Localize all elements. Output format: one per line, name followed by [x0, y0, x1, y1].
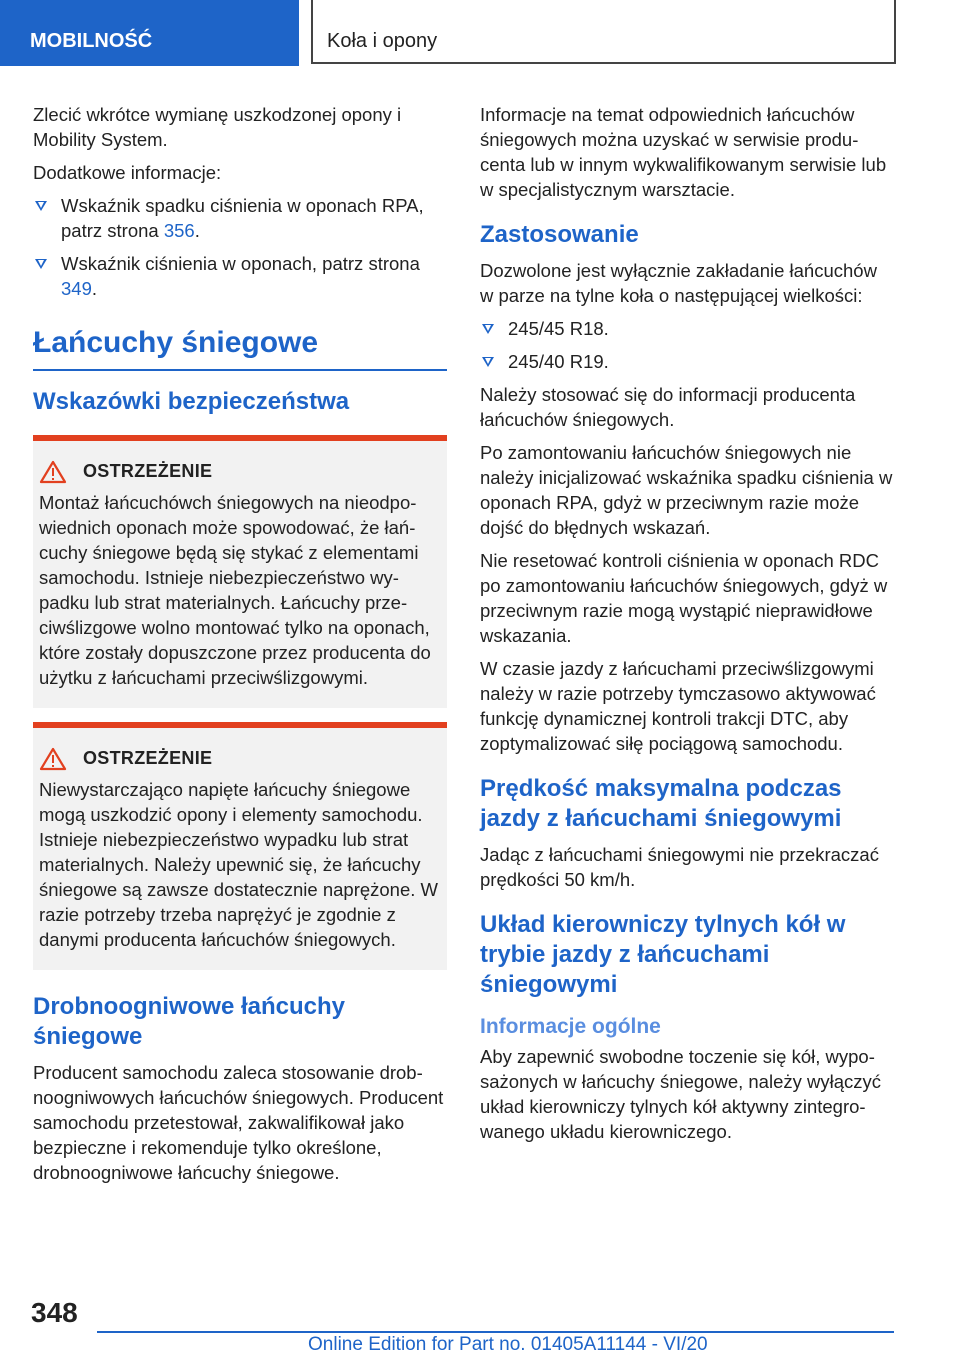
rear-steering-paragraph: Aby zapewnić swobodne toczenie się kół, wyposażonych w łańcuchy śniegowe, należy wyłączyć układ kierowniczy tylnych kół aktywny zintegrowanego układu kierowniczego. [480, 1046, 882, 1142]
fine-chains-heading: Drobnoogniwowe łańcuchy śniegowe [33, 993, 346, 1050]
info-paragraph: Informacje na temat odpowiednich łańcuchów śniegowych można uzyskać w serwisie producenta lub w innym wykwalifikowanym serwisie lub w specjalistycznym warsztacie. [480, 104, 887, 200]
paragraph: Po zamontowaniu łańcuchów śniegowych nie należy inicjalizować wskaźnika spadku ciśnienia w oponach RPA, gdyż w przeciwnym razie może dojść do błędnych wskazań. [480, 442, 893, 538]
fine-chains-paragraph: Producent samochodu zaleca stosowanie drobnoogniwowych łańcuchów śniegowych. Producent samochodu przetestował, zakwalifikował jako bezpieczne i rekomenduje tylko określone, drobnoogniwowe łańcuchy śniegowe. [33, 1062, 444, 1183]
warning-box [33, 722, 447, 970]
footer-divider [97, 1331, 894, 1333]
left-column [33, 102, 447, 1193]
warning-title: OSTRZEŻENIE [83, 748, 213, 768]
list-item: 245/40 R19. [480, 349, 894, 374]
edition-info: Online Edition for Part no. 01405A11144 - VI/20 [308, 1334, 708, 1355]
paragraph: Nie resetować kontroli ciśnienia w oponach RDC po zamontowaniu łańcuchów śniegowych, gdyż w przeciwnym razie mogą wystąpić nieprawidłowe wskazania. [480, 550, 888, 646]
max-speed-paragraph: Jadąc z łańcuchami śniegowymi nie przekraczać prędkości 50 km/h. [480, 844, 879, 890]
right-column [480, 102, 894, 1152]
section-tab: MOBILNOŚĆ [0, 0, 299, 66]
list-item: Wskaźnik ciśnienia w oponach, patrz strona 349. [33, 251, 447, 301]
page-number: 348 [31, 1297, 78, 1328]
main-heading: Łańcuchy śniegowe [33, 323, 447, 371]
usage-heading: Zastosowanie [480, 221, 639, 248]
chapter-title: Koła i opony [311, 0, 896, 64]
bullet-triangle-icon [35, 259, 47, 269]
bullet-triangle-icon [482, 324, 494, 334]
additional-info-label: Dodatkowe informacje: [33, 162, 222, 183]
max-speed-heading: Prędkość maksymalna podczas jazdy z łańcuchami śniegowymi [480, 775, 842, 832]
warning-text: Niewystarczająco napięte łańcuchy śniegowe mogą uszkodzić opony i elementy samochodu. Istnieje niebezpieczeństwo wypadku lub strat materialnych. Należy upewnić się, że łańcuchy śniegowe są zawsze dostatecznie naprężone. W razie potrzeby trzeba naprężyć je zgodnie z danymi producenta łańcuchów śniegowych. [39, 779, 438, 950]
safety-heading: Wskazówki bezpieczeństwa [33, 388, 350, 415]
page-link-356[interactable]: 356 [163, 220, 195, 241]
warning-triangle-icon [39, 460, 67, 484]
usage-paragraph: Dozwolone jest wyłącznie zakładanie łańcuchów w parze na tylne koła o następującej wielkości: [480, 260, 877, 306]
paragraph: Należy stosować się do informacji producenta łańcuchów śniegowych. [480, 384, 856, 430]
warning-text: Montaż łańcuchówch śniegowych na nieodpowiednich oponach może spowodować, że łańcuchy śniegowe będą się stykać z elementami samochodu. Istnieje niebezpieczeństwo wypadku lub strat materialnych. Łańcuchy przeciwślizgowe wolno montować tylko na oponach, które zostały dopuszczone przez producenta do użytku z łańcuchami przeciwślizgowymi. [39, 492, 431, 688]
bullet-triangle-icon [482, 357, 494, 367]
warning-box [33, 435, 447, 708]
warning-title: OSTRZEŻENIE [83, 461, 213, 481]
paragraph: W czasie jazdy z łańcuchami przeciwślizgowymi należy w razie potrzeby tymczasowo aktywować funkcję dynamicznej kontroli trakcji DTC, aby zoptymalizować siłę pociągową samochodu. [480, 658, 876, 754]
page-link-349[interactable]: 349 [61, 278, 92, 299]
bullet-triangle-icon [35, 201, 47, 211]
warning-triangle-icon [39, 747, 67, 771]
page-header [0, 0, 960, 66]
list-item: 245/45 R18. [480, 316, 894, 341]
intro-paragraph: Zlecić wkrótce wymianę uszkodzonej opony i Mobility System. [33, 104, 402, 150]
general-info-heading: Informacje ogólne [480, 1015, 661, 1038]
list-item: Wskaźnik spadku ciśnienia w oponach RPA, patrz strona 356. [33, 193, 447, 243]
rear-steering-heading: Układ kierowniczy tylnych kół w trybie jazdy z łańcuchami śniegowymi [480, 911, 846, 998]
